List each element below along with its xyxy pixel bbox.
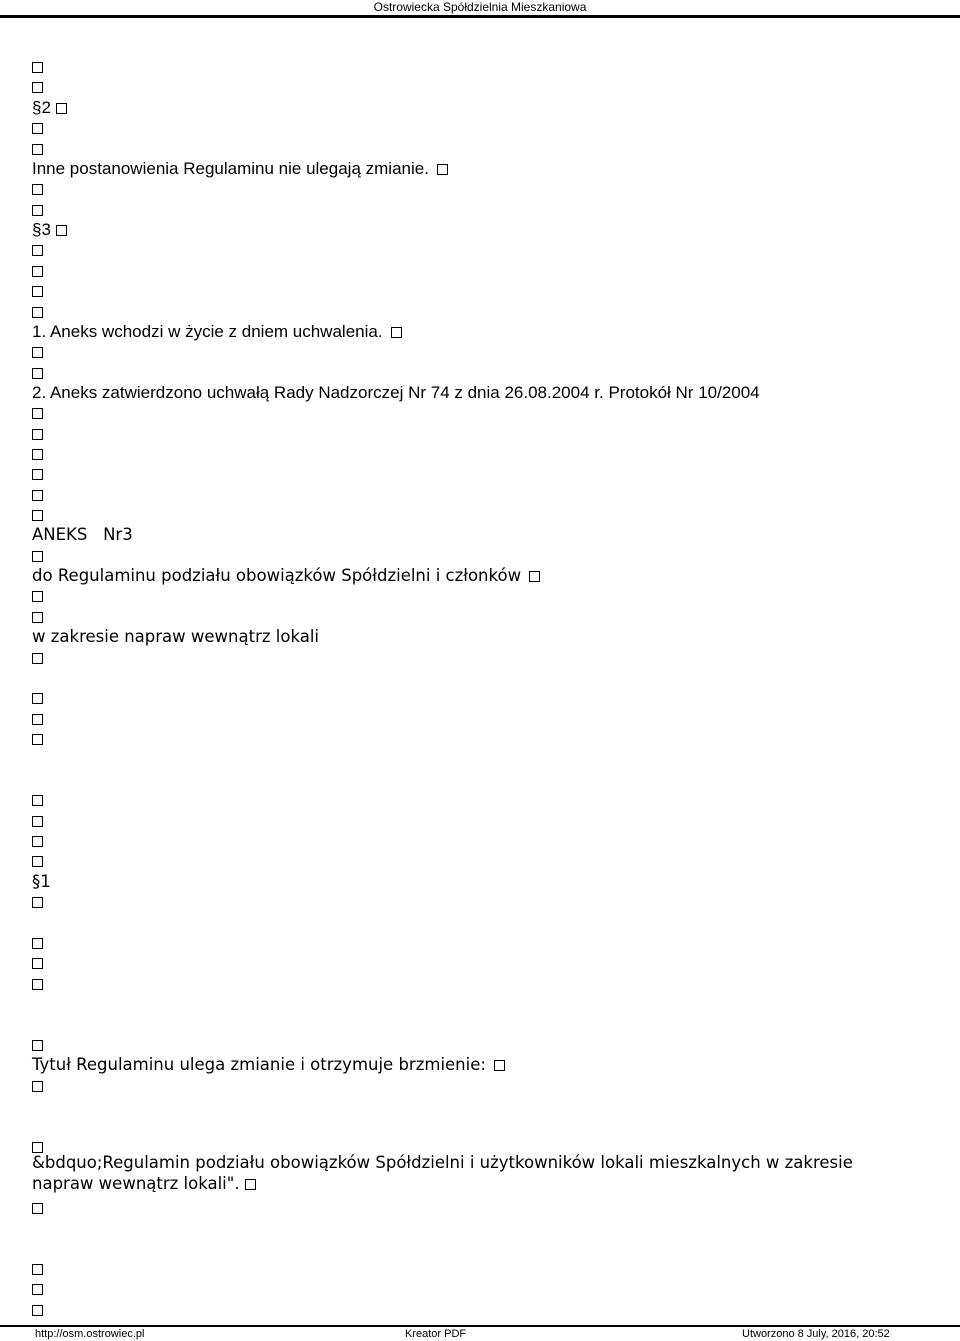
glyph-box-icon	[32, 402, 43, 424]
annex-subtitle: w zakresie napraw wewnątrz lokali	[32, 627, 319, 646]
glyph-box-icon	[32, 117, 43, 139]
glyph-box-icon	[32, 443, 43, 465]
glyph-box-icon	[32, 423, 43, 445]
glyph-box-icon	[32, 178, 43, 200]
glyph-box-icon	[32, 1278, 43, 1300]
section-2-heading: §2	[32, 97, 67, 119]
glyph-box-icon	[32, 56, 43, 78]
section-1-heading: §1	[32, 872, 51, 891]
glyph-box-icon	[32, 260, 43, 282]
section-number: 3	[41, 220, 51, 239]
glyph-box-icon	[32, 932, 43, 954]
glyph-box-icon	[391, 327, 402, 338]
glyph-box-icon	[32, 585, 43, 607]
footer-divider	[0, 1325, 960, 1327]
annex-title: ANEKS Nr3	[32, 525, 133, 544]
glyph-box-icon	[529, 571, 540, 582]
glyph-box-icon	[32, 504, 43, 526]
glyph-box-icon	[32, 973, 43, 995]
annex-subtitle: do Regulaminu podziału obowiązków Spółdzielni i członków	[32, 565, 540, 587]
glyph-box-icon	[32, 1034, 43, 1056]
section-3-heading: §3	[32, 219, 67, 241]
list-item: 2. Aneks zatwierdzono uchwałą Rady Nadzorczej Nr 74 z dnia 26.08.2004 r. Protokół Nr 10/2004	[32, 383, 760, 402]
glyph-box-icon	[32, 1258, 43, 1280]
glyph-box-icon	[32, 647, 43, 669]
glyph-box-icon	[32, 708, 43, 730]
glyph-box-icon	[56, 225, 67, 236]
glyph-box-icon	[32, 239, 43, 261]
glyph-box-icon	[32, 810, 43, 832]
glyph-box-icon	[32, 341, 43, 363]
section-number: 1	[40, 872, 51, 891]
glyph-box-icon	[32, 850, 43, 872]
glyph-box-icon	[437, 164, 448, 175]
paragraph: Inne postanowienia Regulaminu nie ulegają zmianie.	[32, 158, 448, 180]
glyph-box-icon	[32, 484, 43, 506]
glyph-box-icon	[32, 76, 43, 98]
header-title: Ostrowiecka Spółdzielnia Mieszkaniowa	[373, 0, 587, 14]
glyph-box-icon	[32, 687, 43, 709]
glyph-box-icon	[32, 463, 43, 485]
glyph-box-icon	[56, 103, 67, 114]
footer-generator: Kreator PDF	[405, 1328, 467, 1340]
section-number: 2	[41, 98, 51, 117]
glyph-box-icon	[32, 301, 43, 323]
glyph-box-icon	[32, 1197, 43, 1219]
footer-url[interactable]: http://osm.ostrowiec.pl	[35, 1328, 145, 1340]
glyph-box-icon	[245, 1179, 256, 1190]
glyph-box-icon	[32, 199, 43, 221]
glyph-box-icon	[32, 789, 43, 811]
glyph-box-icon	[32, 545, 43, 567]
glyph-box-icon	[32, 952, 43, 974]
glyph-box-icon	[32, 891, 43, 913]
page-header	[0, 0, 960, 16]
glyph-box-icon	[32, 138, 43, 160]
glyph-box-icon	[32, 606, 43, 628]
header-divider	[0, 15, 960, 18]
glyph-box-icon	[32, 1299, 43, 1321]
glyph-box-icon	[32, 1075, 43, 1097]
glyph-box-icon	[32, 362, 43, 384]
list-item: 1. Aneks wchodzi w życie z dniem uchwalenia.	[32, 321, 402, 343]
footer-created: Utworzono 8 July, 2016, 20:52	[742, 1328, 890, 1340]
glyph-box-icon	[32, 728, 43, 750]
glyph-box-icon	[32, 280, 43, 302]
paragraph: Tytuł Regulaminu ulega zmianie i otrzymuje brzmienie:	[32, 1054, 505, 1076]
new-title-paragraph: &bdquo;Regulamin podziału obowiązków Spółdzielni i użytkowników lokali mieszkalnych w zakresie napraw wewnątrz lokali".	[32, 1153, 853, 1193]
glyph-box-icon	[32, 830, 43, 852]
glyph-box-icon	[494, 1060, 505, 1071]
